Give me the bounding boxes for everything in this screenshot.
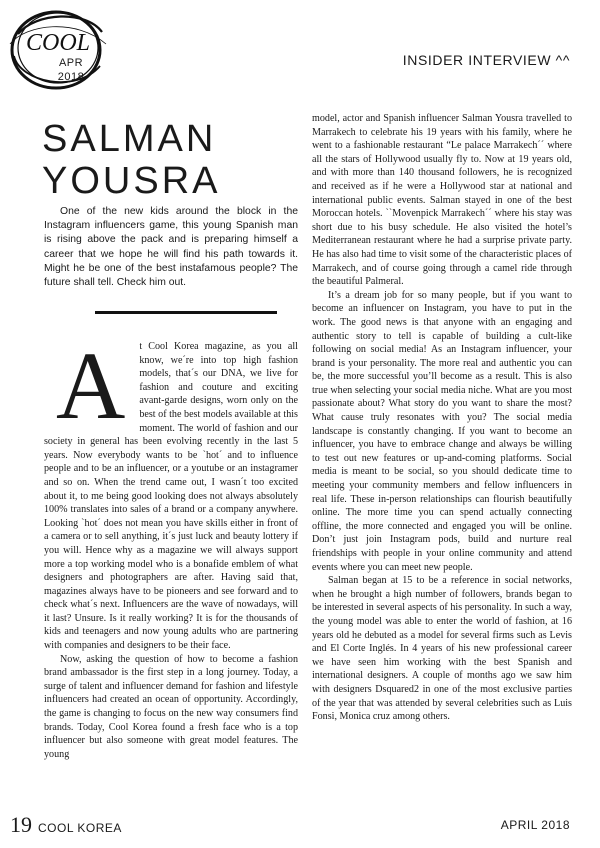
footer-left xyxy=(10,812,122,838)
right-paragraph-3: Salman began at 15 to be a reference in social networks, when he brought a high number of followers, brands began to be interested in several aspects of his personality. In such a way, the young model was able to enter the world of fashion, at 16 years old he debuted as a model for several firms such as Levis and El Corte Inglés. In 4 years of his new professional career we have seen him working with the best Spanish and international designers. A couple of months ago we saw him with designers Dsquared2 in one of the most exclusive parties of the year that was attended by several celebrities such as Luis Fonsi, Monica cruz among others. xyxy=(312,575,572,723)
footer-magazine-name: COOL KOREA xyxy=(38,821,122,835)
right-paragraph-2: It’s a dream job for so many people, but if you want to become an influencer on Instagram, you have to put in the work. The good news is that anyone with an engaging and authentic story to tell is capable of building a cult-like following on social media! As an Instagram influencer, your brand is your personality. The more real and authentic you can be, the more successful you’ll become as a result. This is also true when selecting your social media niche. What are you most passionate about? What story do you want to share the most? What cause truly resonates with you? The social media landscape is constantly changing. If you want to become an influencer, you have to embrace change and always be willing to test out new features or up-and-coming platforms. Social media is meant to be social, so you should dedicate time to meeting your community members and fellow influencers in real life. These in-person relationships can flourish beautifully online. The more time you can spend actually connecting offline, the more connected and engaged you will be online. Don’t just join Instagram pods, build and nurture real friendships with people in your online community and attend events where you can meet new people. xyxy=(312,289,572,573)
title-line-2: YOUSRA xyxy=(42,160,221,202)
right-paragraph-1: model, actor and Spanish influencer Salman Yousra travelled to Marrakech to celebrate his 19 years with his family, where he went to a fashionable restaurant “Le palace Marrakech´´ where all the stars of Hollywood usually fly to. Now at 19 years old, and with more than 140 thousand followers, he is recognized and received as if he were a Hollywood star at national and international public events. Salman stayed in one of the best Moroccan hotels. ``Movenpick Marrakech´´ where his stay was short due to his busy schedule. He also visited the hotel’s Mediterranean restaurant where he had a surprise private party. He has also had time to visit some of the characteristic places of Marrakech, and of course going through a camel ride through the beautiful Palmeral. xyxy=(312,113,572,288)
title-line-1: SALMAN xyxy=(42,118,217,160)
left-paragraph-2: Now, asking the question of how to become a fashion brand ambassador is the first step in a long journey. Today, a surge of talent and influencer demand for fashion and lifestyle influencers had created an ocean of opportunity. Accordingly, the game is changing to focus on the new way consumers find brands. Today, Cool Korea found a fresh face who is a top influencer but also someone with great model features. The young xyxy=(44,653,298,760)
logo-brand-text: COOL xyxy=(25,30,91,56)
left-paragraph-1-text: t Cool Korea magazine, as you all know, we´re into top high fashion models, that´s our DNA, we live for fashion and couture and exciting avant-garde designs, worn only on the best of the best models available at this moment. The world of fashion and our society in general has been evolving recently in the last 5 years. Now everybody wants to be `hot´ and to influence people and to be an influencer, or a youtube or an instagramer and so on. When the trend came out, I wasn´t too excited about it, to me being good looking does not always absolutely 100% translates into sales of a brand or a company anywhere. Looking `hot´ does not mean you have skills either in front of a camera or to sell anything, it´s just luck and beauty lottery if you will. Hence why as a magazine we will always support more a top working model who is a bonafide emblem of what designers and photographers are after. Having said that, magazines always have to be pioneers and see forward and to check what´s next. Influencers are the wave of nowadays, will it last? Unsure. Is it really working? It is for the thousands of kids and teenagers and now young adults who are partnering with companies and designers to be their face. xyxy=(44,341,298,652)
left-paragraph-1 xyxy=(44,332,298,653)
divider-rule xyxy=(95,311,277,314)
magazine-logo xyxy=(6,4,110,92)
logo-month: APR xyxy=(58,57,84,69)
article-intro: One of the new kids around the block in the Instagram influencers game, this young Spanish man is rising above the pack and is preparing himself a career that we hope he will find his path towards it. Might he be one of the best instafamous people? The future shall tell. Check him out. xyxy=(44,206,298,289)
page-number: 19 xyxy=(10,812,32,837)
drop-cap: A xyxy=(56,332,126,439)
logo-year: 2018 xyxy=(57,71,85,83)
article-title xyxy=(42,118,302,202)
section-label: INSIDER INTERVIEW ^^ xyxy=(402,52,570,68)
footer-issue-date: APRIL 2018 xyxy=(500,818,570,832)
article-column-left xyxy=(44,332,298,761)
article-column-right xyxy=(312,112,572,724)
